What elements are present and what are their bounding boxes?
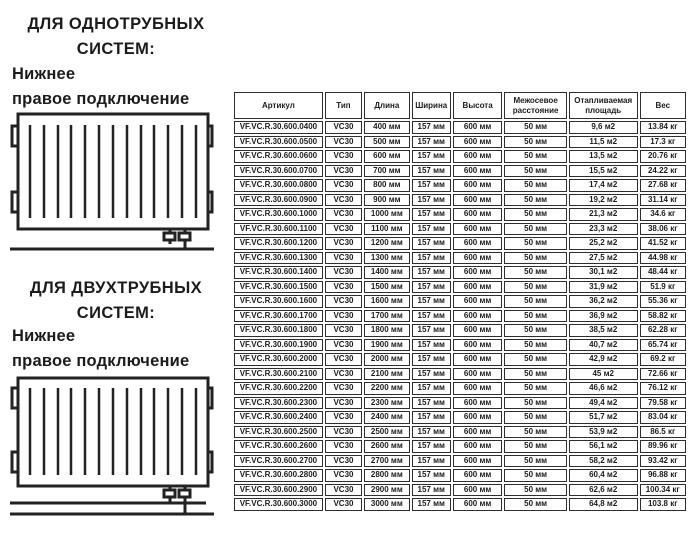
- table-cell: 93.42 кг: [640, 455, 686, 468]
- table-cell: 50 мм: [504, 440, 567, 453]
- table-cell: VF.VC.R.30.600.2200: [234, 382, 323, 395]
- table-cell: 50 мм: [504, 310, 567, 323]
- table-cell: 157 мм: [412, 310, 451, 323]
- table-cell: 600 мм: [453, 150, 502, 163]
- table-cell: VC30: [325, 237, 362, 250]
- table-cell: VC30: [325, 281, 362, 294]
- table-cell: VC30: [325, 455, 362, 468]
- table-cell: 157 мм: [412, 440, 451, 453]
- table-cell: VF.VC.R.30.600.2900: [234, 484, 323, 497]
- table-cell: 76.12 кг: [640, 382, 686, 395]
- table-cell: 157 мм: [412, 223, 451, 236]
- table-cell: VF.VC.R.30.600.0800: [234, 179, 323, 192]
- table-cell: 157 мм: [412, 469, 451, 482]
- table-cell: 600 мм: [453, 252, 502, 265]
- table-cell: 600 мм: [453, 382, 502, 395]
- table-cell: 157 мм: [412, 295, 451, 308]
- table-cell: VC30: [325, 252, 362, 265]
- table-cell: VC30: [325, 498, 362, 511]
- table-cell: 21,3 м2: [569, 208, 638, 221]
- table-cell: 50 мм: [504, 426, 567, 439]
- table-cell: 41.52 кг: [640, 237, 686, 250]
- table-cell: 157 мм: [412, 411, 451, 424]
- table-cell: 50 мм: [504, 455, 567, 468]
- table-cell: 65.74 кг: [640, 339, 686, 352]
- column-header: Ширина: [412, 92, 451, 119]
- table-cell: 50 мм: [504, 252, 567, 265]
- table-cell: 50 мм: [504, 339, 567, 352]
- table-row: [234, 455, 686, 468]
- table-cell: 13.84 кг: [640, 121, 686, 134]
- table-cell: 50 мм: [504, 411, 567, 424]
- table-cell: 100.34 кг: [640, 484, 686, 497]
- table-cell: VF.VC.R.30.600.1000: [234, 208, 323, 221]
- table-cell: 50 мм: [504, 368, 567, 381]
- table-row: [234, 353, 686, 366]
- table-row: [234, 194, 686, 207]
- table-cell: 157 мм: [412, 484, 451, 497]
- table-cell: 24.22 кг: [640, 165, 686, 178]
- table-cell: 11,5 м2: [569, 136, 638, 149]
- table-cell: VC30: [325, 165, 362, 178]
- table-cell: 36,2 м2: [569, 295, 638, 308]
- table-cell: 2400 мм: [364, 411, 409, 424]
- table-cell: 400 мм: [364, 121, 409, 134]
- bottom-connection-stubs: [164, 229, 190, 249]
- table-cell: 157 мм: [412, 121, 451, 134]
- table-cell: 1400 мм: [364, 266, 409, 279]
- spec-table-panel: [232, 90, 690, 513]
- table-cell: 2300 мм: [364, 397, 409, 410]
- table-cell: 50 мм: [504, 136, 567, 149]
- table-cell: 157 мм: [412, 237, 451, 250]
- table-row: [234, 440, 686, 453]
- table-cell: VF.VC.R.30.600.1900: [234, 339, 323, 352]
- table-cell: 600 мм: [453, 237, 502, 250]
- table-cell: 3000 мм: [364, 498, 409, 511]
- table-cell: 600 мм: [453, 281, 502, 294]
- table-cell: 157 мм: [412, 498, 451, 511]
- table-cell: 79.58 кг: [640, 397, 686, 410]
- table-cell: 2200 мм: [364, 382, 409, 395]
- table-cell: 600 мм: [453, 498, 502, 511]
- table-cell: VC30: [325, 266, 362, 279]
- table-cell: 157 мм: [412, 382, 451, 395]
- table-cell: VF.VC.R.30.600.2100: [234, 368, 323, 381]
- table-cell: VF.VC.R.30.600.2300: [234, 397, 323, 410]
- table-cell: 53,9 м2: [569, 426, 638, 439]
- table-cell: 600 мм: [453, 121, 502, 134]
- left-panel: [0, 0, 232, 535]
- table-cell: 96.88 кг: [640, 469, 686, 482]
- table-cell: 1100 мм: [364, 223, 409, 236]
- table-cell: 72.66 кг: [640, 368, 686, 381]
- table-cell: 17,4 м2: [569, 179, 638, 192]
- table-cell: 1500 мм: [364, 281, 409, 294]
- table-cell: VC30: [325, 223, 362, 236]
- column-header: Межосевое расстояние: [504, 92, 567, 119]
- table-cell: 89.96 кг: [640, 440, 686, 453]
- table-cell: VF.VC.R.30.600.0500: [234, 136, 323, 149]
- table-cell: VC30: [325, 194, 362, 207]
- table-cell: 9,6 м2: [569, 121, 638, 134]
- two-pipe-section-title: [10, 276, 222, 326]
- two-pipe-subtitle: [12, 324, 230, 374]
- two-pipe-subtitle-line1: Нижнее: [12, 327, 76, 345]
- table-cell: 48.44 кг: [640, 266, 686, 279]
- single-pipe-subtitle-line2: правое подключение: [12, 90, 190, 108]
- two-pipe-title-line1: ДЛЯ ДВУХТРУБНЫХ: [29, 279, 203, 297]
- table-cell: 50 мм: [504, 281, 567, 294]
- table-cell: 600 мм: [453, 426, 502, 439]
- table-cell: 2600 мм: [364, 440, 409, 453]
- table-cell: 50 мм: [504, 150, 567, 163]
- table-cell: 600 мм: [453, 353, 502, 366]
- table-cell: VF.VC.R.30.600.2500: [234, 426, 323, 439]
- table-cell: 50 мм: [504, 469, 567, 482]
- table-cell: VF.VC.R.30.600.1500: [234, 281, 323, 294]
- table-cell: 157 мм: [412, 324, 451, 337]
- table-cell: VC30: [325, 324, 362, 337]
- table-cell: VC30: [325, 179, 362, 192]
- table-cell: 27,5 м2: [569, 252, 638, 265]
- single-pipe-subtitle: [12, 62, 230, 112]
- table-body: [234, 121, 686, 511]
- table-cell: 38.06 кг: [640, 223, 686, 236]
- table-cell: 157 мм: [412, 368, 451, 381]
- table-row: [234, 382, 686, 395]
- table-row: [234, 295, 686, 308]
- table-row: [234, 136, 686, 149]
- table-cell: VC30: [325, 136, 362, 149]
- table-row: [234, 281, 686, 294]
- bottom-connection-stubs: [164, 486, 190, 514]
- radiator-single-pipe-diagram-icon: [4, 110, 220, 254]
- table-cell: 157 мм: [412, 179, 451, 192]
- table-cell: 50 мм: [504, 237, 567, 250]
- table-cell: 600 мм: [453, 194, 502, 207]
- table-cell: VC30: [325, 121, 362, 134]
- table-cell: 600 мм: [453, 310, 502, 323]
- table-cell: 42,9 м2: [569, 353, 638, 366]
- column-header: Отапливаемая площадь: [569, 92, 638, 119]
- table-cell: 50 мм: [504, 165, 567, 178]
- table-cell: 69.2 кг: [640, 353, 686, 366]
- table-cell: 64,8 м2: [569, 498, 638, 511]
- table-cell: 34.6 кг: [640, 208, 686, 221]
- table-cell: 157 мм: [412, 150, 451, 163]
- table-cell: VF.VC.R.30.600.1400: [234, 266, 323, 279]
- table-cell: 600 мм: [453, 368, 502, 381]
- table-cell: 1000 мм: [364, 208, 409, 221]
- table-cell: 23,3 м2: [569, 223, 638, 236]
- table-cell: 103.8 кг: [640, 498, 686, 511]
- table-cell: 83.04 кг: [640, 411, 686, 424]
- single-pipe-section-title: [10, 12, 222, 62]
- table-cell: 600 мм: [453, 397, 502, 410]
- radiator-spec-table: [232, 90, 688, 513]
- table-cell: 157 мм: [412, 426, 451, 439]
- two-pipe-title-line2: СИСТЕМ:: [76, 304, 156, 322]
- table-cell: 62.28 кг: [640, 324, 686, 337]
- table-cell: 50 мм: [504, 266, 567, 279]
- table-cell: 50 мм: [504, 498, 567, 511]
- table-cell: VF.VC.R.30.600.1100: [234, 223, 323, 236]
- table-cell: 50 мм: [504, 194, 567, 207]
- table-cell: VC30: [325, 440, 362, 453]
- table-cell: VF.VC.R.30.600.2400: [234, 411, 323, 424]
- table-cell: 56,1 м2: [569, 440, 638, 453]
- table-row: [234, 165, 686, 178]
- table-cell: 157 мм: [412, 266, 451, 279]
- table-row: [234, 324, 686, 337]
- column-header: Артикул: [234, 92, 323, 119]
- table-cell: 1300 мм: [364, 252, 409, 265]
- table-cell: 38,5 м2: [569, 324, 638, 337]
- table-cell: VF.VC.R.30.600.1300: [234, 252, 323, 265]
- table-cell: 600 мм: [453, 339, 502, 352]
- table-cell: 49,4 м2: [569, 397, 638, 410]
- table-cell: 2000 мм: [364, 353, 409, 366]
- table-cell: 600 мм: [453, 165, 502, 178]
- table-row: [234, 150, 686, 163]
- column-header: Тип: [325, 92, 362, 119]
- single-pipe-subtitle-line1: Нижнее: [12, 65, 76, 83]
- table-cell: 1600 мм: [364, 295, 409, 308]
- table-cell: 600 мм: [453, 484, 502, 497]
- single-pipe-title-line2: СИСТЕМ:: [76, 40, 156, 58]
- table-cell: 15,5 м2: [569, 165, 638, 178]
- table-cell: 27.68 кг: [640, 179, 686, 192]
- table-row: [234, 397, 686, 410]
- table-cell: 31.14 кг: [640, 194, 686, 207]
- table-cell: 600 мм: [453, 223, 502, 236]
- table-cell: VC30: [325, 353, 362, 366]
- table-cell: 600 мм: [364, 150, 409, 163]
- column-header: Высота: [453, 92, 502, 119]
- table-cell: 50 мм: [504, 208, 567, 221]
- table-cell: VC30: [325, 382, 362, 395]
- table-cell: 600 мм: [453, 455, 502, 468]
- table-cell: VF.VC.R.30.600.0900: [234, 194, 323, 207]
- table-cell: 50 мм: [504, 223, 567, 236]
- table-cell: 1900 мм: [364, 339, 409, 352]
- table-cell: 50 мм: [504, 179, 567, 192]
- table-cell: 1200 мм: [364, 237, 409, 250]
- table-cell: 86.5 кг: [640, 426, 686, 439]
- table-cell: 157 мм: [412, 281, 451, 294]
- table-row: [234, 426, 686, 439]
- table-cell: 600 мм: [453, 208, 502, 221]
- table-cell: 46,6 м2: [569, 382, 638, 395]
- table-cell: 36,9 м2: [569, 310, 638, 323]
- table-row: [234, 484, 686, 497]
- table-cell: 50 мм: [504, 121, 567, 134]
- table-cell: 62,6 м2: [569, 484, 638, 497]
- table-cell: 157 мм: [412, 136, 451, 149]
- table-row: [234, 339, 686, 352]
- table-cell: 50 мм: [504, 397, 567, 410]
- column-header: Вес: [640, 92, 686, 119]
- table-cell: VC30: [325, 339, 362, 352]
- table-header-row: [234, 92, 686, 119]
- table-cell: 30,1 м2: [569, 266, 638, 279]
- table-cell: VC30: [325, 310, 362, 323]
- table-cell: VF.VC.R.30.600.2800: [234, 469, 323, 482]
- table-cell: 55.36 кг: [640, 295, 686, 308]
- table-cell: 600 мм: [453, 179, 502, 192]
- table-row: [234, 368, 686, 381]
- table-cell: 157 мм: [412, 339, 451, 352]
- table-cell: VF.VC.R.30.600.1700: [234, 310, 323, 323]
- table-row: [234, 121, 686, 134]
- table-row: [234, 411, 686, 424]
- table-cell: 40,7 м2: [569, 339, 638, 352]
- table-cell: 58.82 кг: [640, 310, 686, 323]
- table-cell: VF.VC.R.30.600.1800: [234, 324, 323, 337]
- table-cell: 58,2 м2: [569, 455, 638, 468]
- table-row: [234, 237, 686, 250]
- table-cell: 50 мм: [504, 295, 567, 308]
- table-cell: VC30: [325, 411, 362, 424]
- table-cell: VF.VC.R.30.600.0600: [234, 150, 323, 163]
- table-cell: 1700 мм: [364, 310, 409, 323]
- table-cell: 700 мм: [364, 165, 409, 178]
- table-cell: 20.76 кг: [640, 150, 686, 163]
- table-cell: 19,2 м2: [569, 194, 638, 207]
- table-cell: VC30: [325, 484, 362, 497]
- table-cell: VC30: [325, 150, 362, 163]
- table-cell: 50 мм: [504, 484, 567, 497]
- table-cell: 50 мм: [504, 324, 567, 337]
- table-cell: 157 мм: [412, 397, 451, 410]
- table-cell: 157 мм: [412, 194, 451, 207]
- table-cell: 50 мм: [504, 382, 567, 395]
- table-cell: VF.VC.R.30.600.2700: [234, 455, 323, 468]
- table-cell: 500 мм: [364, 136, 409, 149]
- table-cell: 157 мм: [412, 208, 451, 221]
- table-row: [234, 223, 686, 236]
- table-cell: 800 мм: [364, 179, 409, 192]
- table-cell: 51.9 кг: [640, 281, 686, 294]
- table-cell: 600 мм: [453, 266, 502, 279]
- table-row: [234, 179, 686, 192]
- table-cell: 2100 мм: [364, 368, 409, 381]
- table-cell: VF.VC.R.30.600.3000: [234, 498, 323, 511]
- table-cell: 600 мм: [453, 411, 502, 424]
- single-pipe-title-line1: ДЛЯ ОДНОТРУБНЫХ: [27, 15, 205, 33]
- table-cell: 51,7 м2: [569, 411, 638, 424]
- table-cell: 600 мм: [453, 469, 502, 482]
- table-cell: VC30: [325, 368, 362, 381]
- table-cell: VF.VC.R.30.600.2000: [234, 353, 323, 366]
- table-row: [234, 252, 686, 265]
- table-row: [234, 208, 686, 221]
- table-cell: VF.VC.R.30.600.1600: [234, 295, 323, 308]
- table-cell: 900 мм: [364, 194, 409, 207]
- table-cell: VC30: [325, 295, 362, 308]
- table-cell: VC30: [325, 397, 362, 410]
- table-cell: 2900 мм: [364, 484, 409, 497]
- table-cell: 2700 мм: [364, 455, 409, 468]
- table-cell: VC30: [325, 426, 362, 439]
- table-cell: 157 мм: [412, 455, 451, 468]
- column-header: Длина: [364, 92, 409, 119]
- table-cell: VC30: [325, 208, 362, 221]
- table-cell: VF.VC.R.30.600.1200: [234, 237, 323, 250]
- radiator-two-pipe-diagram-icon: [4, 374, 220, 520]
- table-cell: 2500 мм: [364, 426, 409, 439]
- table-cell: 17.3 кг: [640, 136, 686, 149]
- table-cell: 157 мм: [412, 353, 451, 366]
- table-cell: 50 мм: [504, 353, 567, 366]
- table-cell: 157 мм: [412, 252, 451, 265]
- table-cell: 157 мм: [412, 165, 451, 178]
- table-cell: 600 мм: [453, 324, 502, 337]
- two-pipe-subtitle-line2: правое подключение: [12, 352, 190, 370]
- table-cell: VC30: [325, 469, 362, 482]
- table-header: [234, 92, 686, 119]
- table-cell: VF.VC.R.30.600.0400: [234, 121, 323, 134]
- table-cell: 600 мм: [453, 440, 502, 453]
- table-cell: 600 мм: [453, 136, 502, 149]
- table-cell: 1800 мм: [364, 324, 409, 337]
- table-cell: 2800 мм: [364, 469, 409, 482]
- table-row: [234, 498, 686, 511]
- table-row: [234, 310, 686, 323]
- table-row: [234, 469, 686, 482]
- table-cell: 44.98 кг: [640, 252, 686, 265]
- table-row: [234, 266, 686, 279]
- table-cell: VF.VC.R.30.600.0700: [234, 165, 323, 178]
- table-cell: 45 м2: [569, 368, 638, 381]
- table-cell: 25,2 м2: [569, 237, 638, 250]
- table-cell: 600 мм: [453, 295, 502, 308]
- table-cell: 60,4 м2: [569, 469, 638, 482]
- table-cell: VF.VC.R.30.600.2600: [234, 440, 323, 453]
- table-cell: 31,9 м2: [569, 281, 638, 294]
- table-cell: 13,5 м2: [569, 150, 638, 163]
